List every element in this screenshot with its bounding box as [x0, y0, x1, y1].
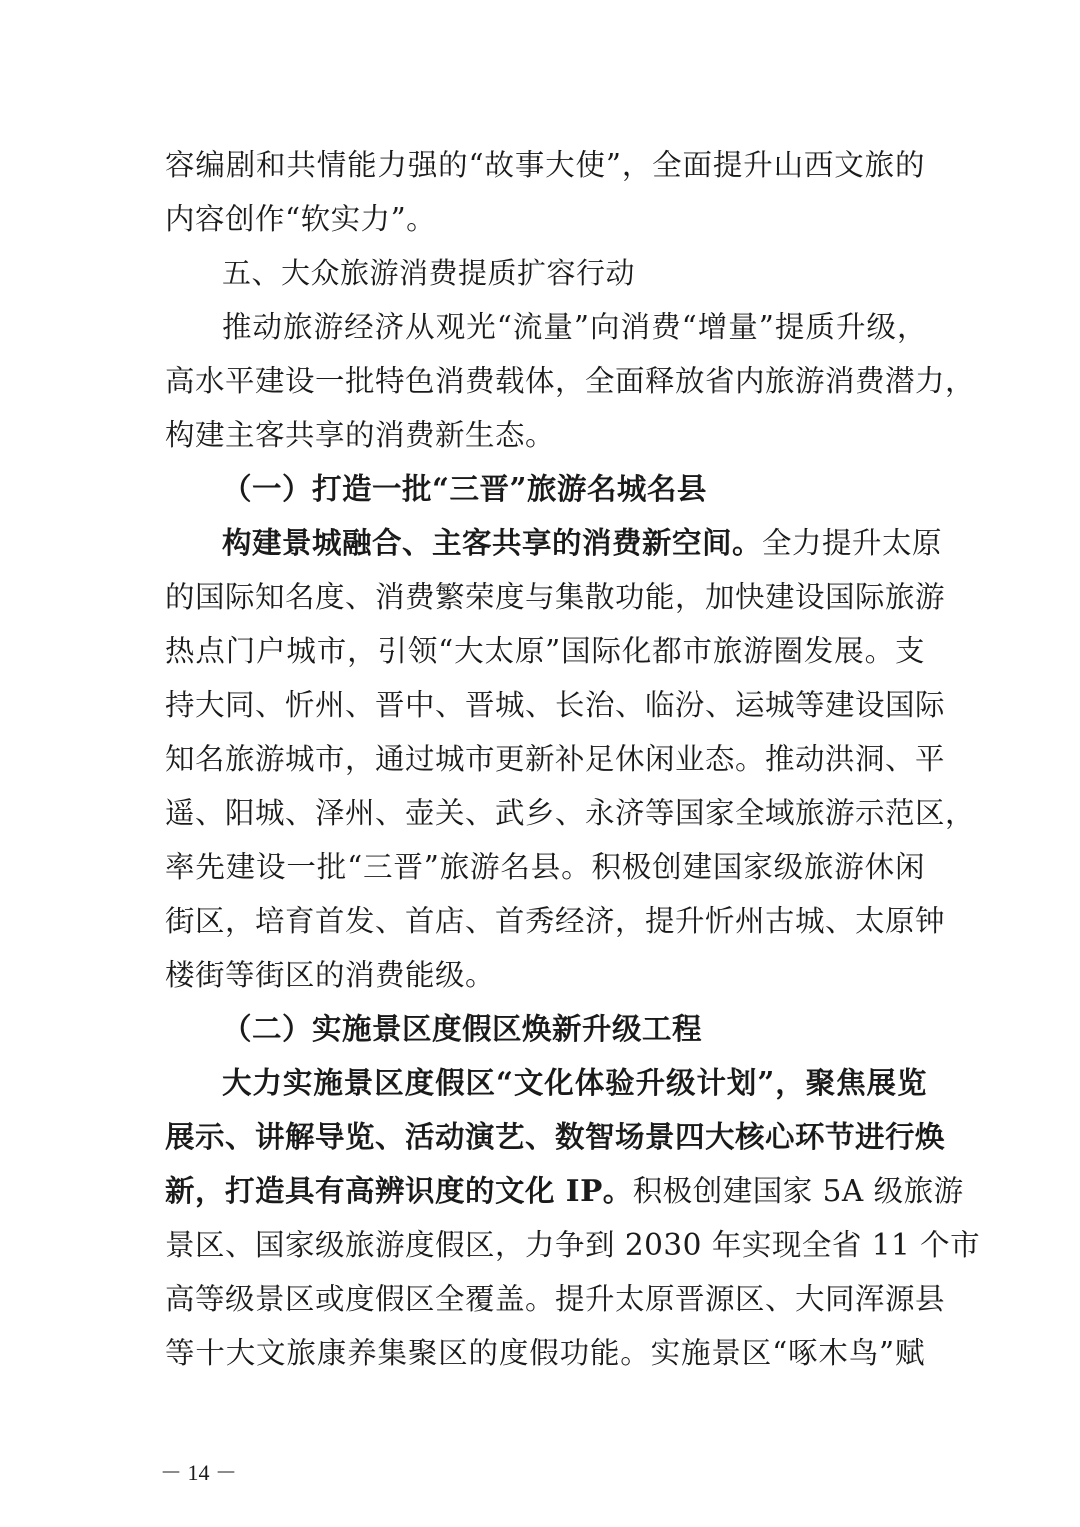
- text-segment: 率先建设一批“三晋”旅游名县。积极创建国家级旅游休闲: [165, 850, 925, 884]
- text-segment: 知名旅游城市，通过城市更新补足休闲业态。推动洪洞、平: [165, 742, 946, 776]
- text-segment: 积极创建国家 5A 级旅游: [632, 1174, 964, 1208]
- text-line: [165, 1279, 946, 1319]
- text-segment: 景区、国家级旅游度假区，力争到 2030 年实现全省 11 个市: [165, 1228, 981, 1262]
- text-line: [165, 145, 925, 185]
- text-line: [165, 361, 976, 401]
- text-line: [165, 901, 946, 941]
- text-segment: 持大同、忻州、晋中、晋城、长治、临汾、运城等建设国际: [165, 688, 946, 722]
- text-segment-bold: 新，打造具有高辨识度的文化 IP。: [165, 1173, 633, 1208]
- text-segment: 楼街等街区的消费能级。: [165, 958, 496, 992]
- text-segment: 的国际知名度、消费繁荣度与集散功能，加快建设国际旅游: [165, 580, 946, 614]
- text-segment: （一）打造一批“三晋”旅游名城名县: [222, 471, 707, 506]
- text-line: [165, 739, 946, 779]
- text-segment: 构建主客共享的消费新生态。: [165, 418, 556, 452]
- text-line: [165, 631, 925, 671]
- text-line: [165, 577, 946, 617]
- text-segment: （二）实施景区度假区焕新升级工程: [222, 1011, 703, 1046]
- page-number: － 14 －: [160, 1460, 238, 1485]
- text-line: [222, 307, 927, 347]
- text-segment: 高等级景区或度假区全覆盖。提升太原晋源区、大同浑源县: [165, 1282, 946, 1316]
- text-segment: 五、大众旅游消费提质扩容行动: [222, 256, 636, 290]
- section-heading: [222, 253, 927, 293]
- text-line: [165, 955, 925, 995]
- subsection-heading: [222, 469, 927, 509]
- text-segment: 街区，培育首发、首店、首秀经济，提升忻州古城、太原钟: [165, 904, 946, 938]
- text-line: [222, 1063, 927, 1103]
- text-line: [222, 523, 943, 563]
- text-segment-bold: 大力实施景区度假区“文化体验升级计划”，聚焦展览: [222, 1065, 927, 1100]
- text-segment: 热点门户城市，引领“大太原”国际化都市旅游圈发展。支: [165, 634, 925, 668]
- text-segment: 全力提升太原: [762, 526, 943, 560]
- text-line: [165, 1117, 946, 1157]
- text-line: [165, 847, 925, 887]
- text-line: [165, 199, 925, 239]
- text-line: [165, 793, 976, 833]
- text-segment: 推动旅游经济从观光“流量”向消费“增量”提质升级，: [222, 310, 927, 344]
- text-line: [165, 1171, 964, 1211]
- subsection-heading: [222, 1009, 927, 1049]
- text-line: [165, 685, 946, 725]
- text-line: [165, 415, 925, 455]
- text-segment-bold: 构建景城融合、主客共享的消费新空间。: [222, 525, 763, 560]
- text-segment-bold: 展示、讲解导览、活动演艺、数智场景四大核心环节进行焕: [165, 1119, 946, 1154]
- text-segment: 等十大文旅康养集聚区的度假功能。实施景区“啄木鸟”赋: [165, 1336, 925, 1370]
- text-segment: 遥、阳城、泽州、壶关、武乡、永济等国家全域旅游示范区，: [165, 796, 976, 830]
- text-segment: 内容创作“软实力”。: [165, 202, 437, 236]
- text-segment: 容编剧和共情能力强的“故事大使”，全面提升山西文旅的: [165, 148, 925, 182]
- text-line: [165, 1333, 925, 1373]
- text-line: [165, 1225, 981, 1265]
- text-segment: 高水平建设一批特色消费载体，全面释放省内旅游消费潜力，: [165, 364, 976, 398]
